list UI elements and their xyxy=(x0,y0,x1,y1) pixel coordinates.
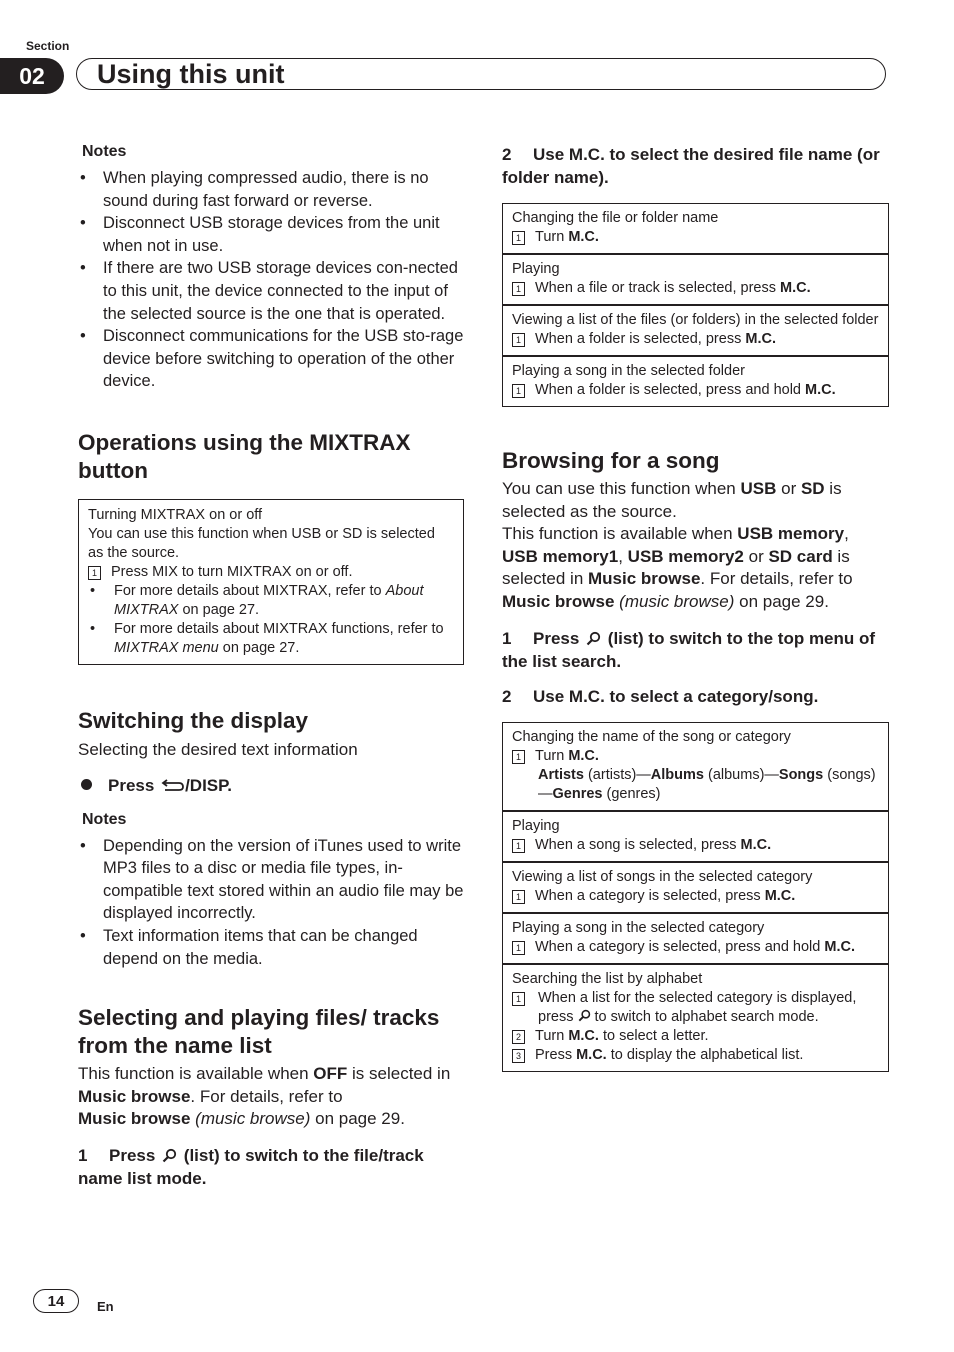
search-icon xyxy=(578,1009,591,1022)
table-row: Playing a song in the selected category 1 When a category is selected, press and hold M.C. xyxy=(503,912,888,963)
table-row: Playing 1 When a file or track is selected, press M.C. xyxy=(503,253,888,304)
search-icon xyxy=(586,631,601,646)
display-step: Press /DISP. xyxy=(78,774,464,797)
list-item: • Depending on the version of iTunes used to write MP3 files to a disc or media file types, in-compatible text stored within an audio file may be displayed incorrectly. xyxy=(78,835,464,925)
file-table xyxy=(502,203,889,407)
link-about-mixtrax[interactable]: About MIXTRAX xyxy=(114,582,424,618)
language-label: En xyxy=(97,1299,114,1314)
list-item: • Text information items that can be changed depend on the media. xyxy=(78,925,464,970)
step-number: 1 xyxy=(88,566,101,580)
notes-list xyxy=(78,167,464,393)
list-item: • Disconnect communications for the USB sto-rage device before switching to operation of the other device. xyxy=(78,325,464,393)
section-label: Section xyxy=(26,39,70,53)
page-title-bar xyxy=(76,58,886,90)
table-row: Playing 1 When a song is selected, press M.C. xyxy=(503,810,888,861)
table-row: Viewing a list of songs in the selected category 1 When a category is selected, press M.C. xyxy=(503,861,888,912)
browse-step-1: 1 Press (list) to switch to the top menu of the list search. xyxy=(502,628,876,671)
category-table xyxy=(502,722,889,1072)
notes-heading: Notes xyxy=(82,143,127,160)
display-subtitle: Selecting the desired text information xyxy=(78,739,358,759)
left-column xyxy=(78,143,464,1190)
table-row: Changing the name of the song or category 1 Turn M.C. Artists (artists)—Albums (albums)—Songs (songs)—Genres (genres) xyxy=(512,728,876,802)
bullet-dot-icon xyxy=(81,779,92,790)
search-icon xyxy=(162,1148,177,1163)
section-heading-browse: Browsing for a song xyxy=(502,448,720,473)
section-number-badge: 02 xyxy=(0,58,64,94)
section-heading-mixtrax: Operations using the MIXTRAX button xyxy=(78,429,411,483)
table-row: Playing a song in the selected folder 1 When a folder is selected, press and hold M.C. xyxy=(503,355,888,406)
link-music-browse[interactable]: (music browse) xyxy=(619,591,735,611)
namelist-step-1: 1 Press (list) to switch to the file/track name list mode. xyxy=(78,1145,424,1188)
link-music-browse[interactable]: (music browse) xyxy=(195,1109,311,1129)
page-title: Using this unit xyxy=(97,58,285,89)
box-step: 1 Press MIX to turn MIXTRAX on or off. xyxy=(88,563,454,582)
section-heading-display: Switching the display xyxy=(78,707,309,733)
notes-list xyxy=(78,835,464,971)
box-bullet: • For more details about MIXTRAX, refer to About MIXTRAX on page 27. xyxy=(88,582,454,620)
list-item: • Disconnect USB storage devices from the unit when not in use. xyxy=(78,212,464,257)
box-title: Turning MIXTRAX on or off xyxy=(88,506,263,523)
mixtrax-box xyxy=(78,499,464,665)
box-desc: You can use this function when USB or SD is selected as the source. xyxy=(88,525,435,561)
table-row: Viewing a list of the files (or folders) in the selected folder 1 When a folder is selected, press M.C. xyxy=(503,304,888,355)
box-bullet: • For more details about MIXTRAX functions, refer to MIXTRAX menu on page 27. xyxy=(88,620,454,658)
back-arrow-icon xyxy=(161,778,185,792)
step-2-file: 2 Use M.C. to select the desired file name (or folder name). xyxy=(502,145,880,187)
right-column xyxy=(502,143,889,1072)
link-mixtrax-menu[interactable]: MIXTRAX menu xyxy=(114,639,219,656)
list-item: • If there are two USB storage devices con-nected to this unit, the device connected to the input of the selected source is the one that is operated. xyxy=(78,257,464,325)
page-number: 14 xyxy=(33,1289,79,1313)
browse-paragraph-1: You can use this function when USB or SD is selected as the source. xyxy=(502,479,842,521)
notes-heading: Notes xyxy=(82,810,127,828)
browse-step-2: 2 Use M.C. to select a category/song. xyxy=(502,686,819,706)
table-row: Searching the list by alphabet 1 When a list for the selected category is displayed, press to switch to alphabet search mode. 2 Turn M.C. to select a letter. 3 Press M.C. to display the alphabetical list. xyxy=(503,963,888,1071)
list-item: • When playing compressed audio, there is no sound during fast forward or reverse. xyxy=(78,167,464,212)
table-row: Changing the file or folder name 1 Turn M.C. xyxy=(512,210,719,245)
browse-paragraph-2: This function is available when USB memory, USB memory1, USB memory2 or SD card is selected in Music browse. For details, refer to Music browse (music browse) on page 29. xyxy=(502,524,853,611)
section-heading-namelist: Selecting and playing files/ tracks from the name list xyxy=(78,1005,440,1059)
namelist-paragraph: This function is available when OFF is selected in Music browse. For details, refer to Music browse (music browse) on page 29. xyxy=(78,1064,451,1129)
